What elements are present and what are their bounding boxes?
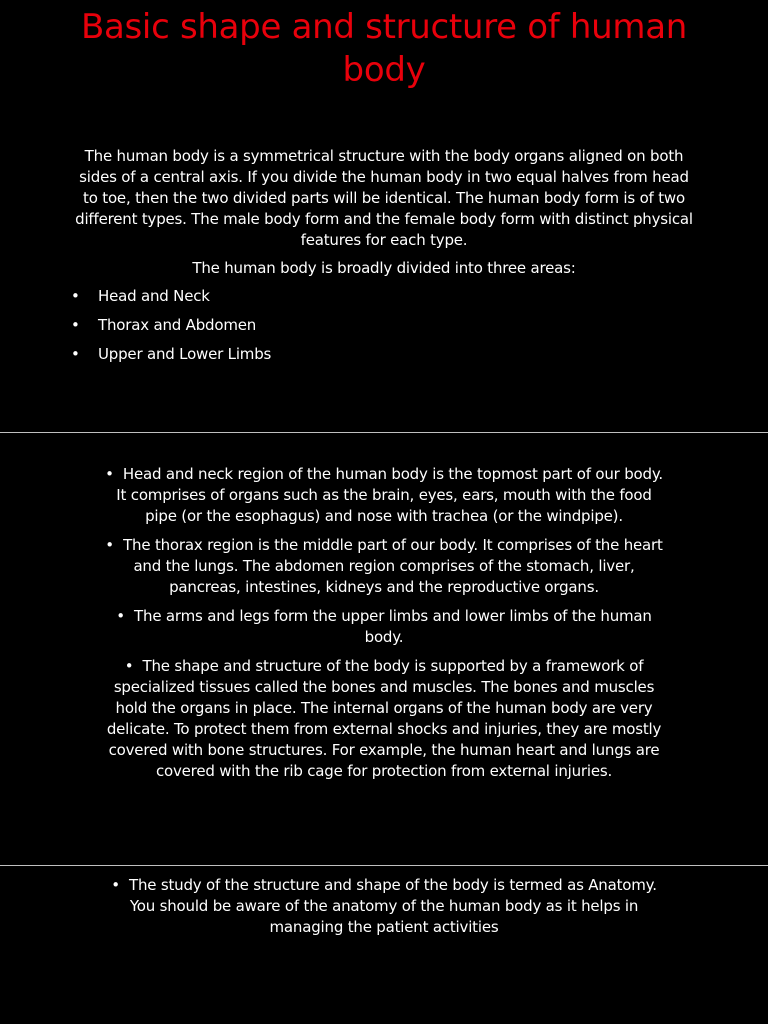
areas-lead-text: The human body is broadly divided into three areas: [192, 259, 576, 277]
list-item: • The shape and structure of the body is supported by a framework of specialized tissues called the bones and muscles. The bones and muscles hold the organs in place. The internal organs of the human body are very delicate. To protect them from external shocks and injuries, they are mostly covered with bone structures. For example, the human heart and lungs are covered with the rib cage for protection from external injuries. [104, 656, 664, 782]
intro-paragraph: The human body is a symmetrical structure with the body organs aligned on both sides of a central axis. If you divide the human body in two equal halves from head to toe, then the two divided parts will be identical. The human body form is of two different types. The male body form and the female body form with distinct physical features for each type. [75, 147, 693, 249]
list-item: • The arms and legs form the upper limbs and lower limbs of the human body. [104, 606, 664, 648]
slide-2 [0, 433, 768, 865]
anatomy-list [104, 875, 664, 946]
slide-1 [0, 0, 768, 432]
body-areas-list [70, 286, 271, 373]
list-item: • Upper and Lower Limbs [70, 344, 271, 373]
list-item: • The study of the structure and shape of the body is termed as Anatomy. You should be aware of the anatomy of the human body as it helps in managing the patient activities [104, 875, 664, 938]
list-item: • The thorax region is the middle part of our body. It comprises of the heart and the lungs. The abdomen region comprises of the stomach, liver, pancreas, intestines, kidneys and the reproductive organs. [104, 535, 664, 598]
list-item: • Head and Neck [70, 286, 271, 315]
list-item: • Head and neck region of the human body is the topmost part of our body. It comprises of organs such as the brain, eyes, ears, mouth with the food pipe (or the esophagus) and nose with trachea (or the windpipe). [104, 464, 664, 527]
body-regions-list [104, 464, 664, 790]
list-item: • Thorax and Abdomen [70, 315, 271, 344]
slide-3 [0, 866, 768, 1024]
slide-title: Basic shape and structure of human body [80, 7, 688, 90]
